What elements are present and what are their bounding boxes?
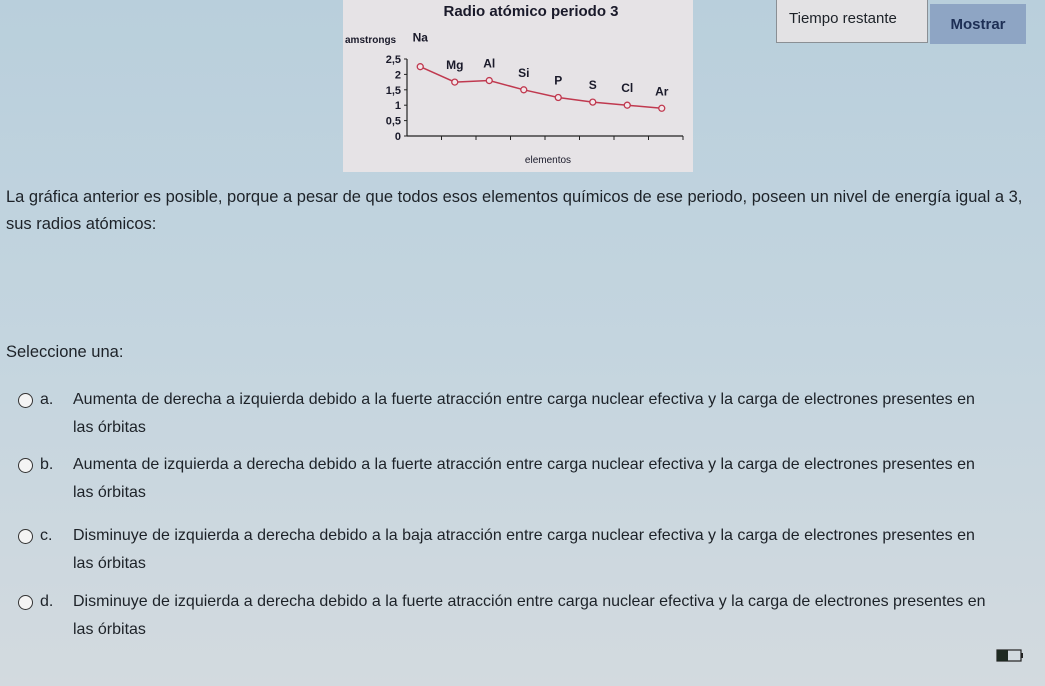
element-label: S: [588, 78, 597, 93]
y-tick-label: 2: [394, 69, 401, 82]
option-letter: b.: [40, 456, 54, 473]
y-tick-label: 1,5: [385, 84, 401, 97]
data-point: [417, 64, 423, 70]
element-label: Al: [483, 56, 496, 71]
chart-image: [343, 0, 693, 172]
radio-button[interactable]: [18, 393, 33, 408]
element-label: Cl: [621, 81, 634, 96]
x-axis-label: elementos: [524, 155, 572, 166]
time-remaining-box: [776, 0, 928, 43]
element-label: Ar: [655, 84, 669, 99]
data-point: [590, 99, 596, 105]
element-label: Mg: [446, 58, 464, 73]
question-text: La gráfica anterior es posible, porque a pesar de que todos esos elementos químicos de ese periodo, poseen un nivel de energía igual a 3, sus radios atómicos:: [6, 188, 1023, 233]
select-one-prompt: Seleccione una:: [6, 343, 124, 361]
element-label: P: [554, 73, 563, 88]
y-tick-label: 2,5: [385, 54, 401, 66]
data-point: [521, 87, 527, 93]
option-letter: a.: [40, 391, 54, 408]
y-tick-label: 1: [394, 100, 401, 113]
radio-button[interactable]: [18, 595, 33, 610]
y-tick-label: 0: [394, 131, 401, 143]
chart-title: Radio atómico periodo 3: [443, 3, 619, 20]
element-label: Si: [518, 65, 530, 80]
option-text[interactable]: Disminuye de izquierda a derecha debido a la baja atracción entre carga nuclear efectiva y la carga de electrones presentes en las órbitas: [73, 527, 975, 572]
show-timer-button[interactable]: Mostrar: [930, 4, 1026, 44]
data-point: [452, 79, 458, 85]
option-text[interactable]: Disminuye de izquierda a derecha debido a la fuerte atracción entre carga nuclear efectiva y la carga de electrones presentes en las órbitas: [73, 593, 986, 638]
radio-button[interactable]: [18, 529, 33, 544]
element-label: Na: [412, 30, 428, 45]
data-point: [624, 102, 630, 108]
atomic-radius-chart: [343, 0, 693, 172]
data-point: [486, 78, 492, 84]
y-tick-label: 0,5: [385, 115, 401, 128]
data-point: [555, 95, 561, 101]
battery-icon: [996, 648, 1024, 662]
time-remaining-label: Tiempo restante: [789, 10, 897, 27]
option-text[interactable]: Aumenta de derecha a izquierda debido a la fuerte atracción entre carga nuclear efectiva y la carga de electrones presentes en las órbitas: [73, 391, 975, 436]
option-text[interactable]: Aumenta de izquierda a derecha debido a la fuerte atracción entre carga nuclear efectiva y la carga de electrones presentes en las órbitas: [73, 456, 975, 501]
option-letter: c.: [40, 527, 53, 544]
data-point: [659, 105, 665, 111]
radio-button[interactable]: [18, 458, 33, 473]
option-letter: d.: [40, 593, 54, 610]
y-axis-label: amstrongs: [345, 35, 397, 46]
